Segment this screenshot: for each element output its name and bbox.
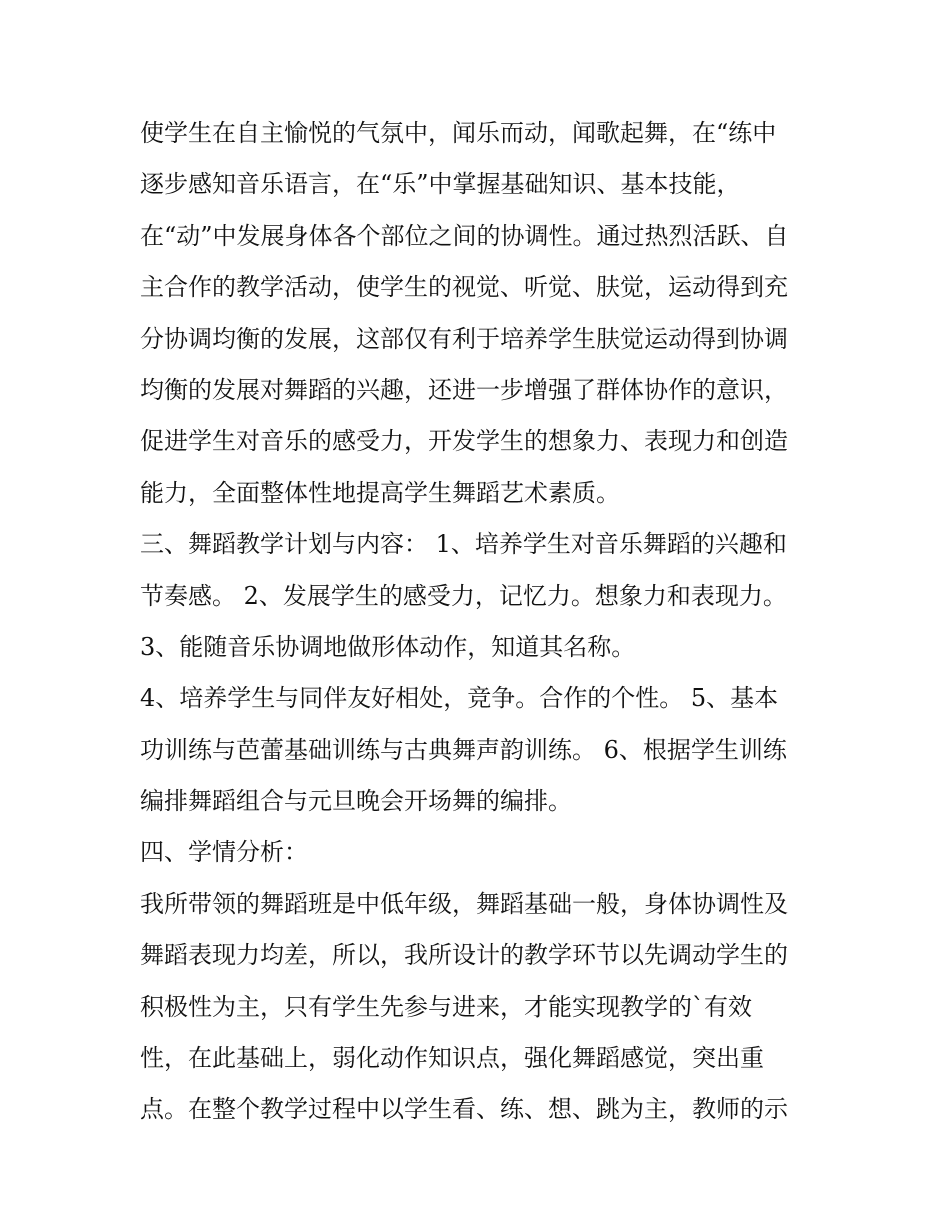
text-line: 主合作的教学活动，使学生的视觉、听觉、肤觉，运动得到充 — [140, 273, 788, 302]
section-heading-4: 四、学情分析： — [140, 838, 308, 867]
text-line: 编排舞蹈组合与元旦晚会开场舞的编排。 — [140, 787, 572, 816]
text-line: 节奏感。 2、发展学生的感受力，记忆力。想象力和表现力。 — [140, 581, 787, 610]
text-line: 3、能随音乐协调地做形体动作，知道其名称。 — [140, 632, 636, 661]
section-heading-3: 三、舞蹈教学计划与内容： 1、培养学生对音乐舞蹈的兴趣和 — [140, 530, 787, 559]
text-line: 功训练与芭蕾基础训练与古典舞声韵训练。 6、根据学生训练 — [140, 735, 787, 764]
body-text — [140, 108, 820, 1136]
text-line: 能力，全面整体性地提高学生舞蹈艺术素质。 — [140, 478, 620, 507]
text-line: 分协调均衡的发展，这部仅有利于培养学生肤觉运动得到协调 — [140, 324, 788, 353]
text-line: 逐步感知音乐语言，在“乐”中掌握基础知识、基本技能， — [140, 170, 741, 199]
text-line: 促进学生对音乐的感受力，开发学生的想象力、表现力和创造 — [140, 427, 788, 456]
text-line: 我所带领的舞蹈班是中低年级，舞蹈基础一般，身体协调性及 — [140, 889, 788, 918]
text-line: 积极性为主，只有学生先参与进来，才能实现教学的`有效 — [140, 992, 752, 1021]
text-line: 性，在此基础上，弱化动作知识点，强化舞蹈感觉，突出重 — [140, 1044, 764, 1073]
text-line: 使学生在自主愉悦的气氛中，闻乐而动，闻歌起舞，在“练中 — [140, 119, 777, 147]
text-line: 点。在整个教学过程中以学生看、练、想、跳为主，教师的示 — [140, 1095, 788, 1124]
text-line: 均衡的发展对舞蹈的兴趣，还进一步增强了群体协作的意识， — [140, 375, 788, 404]
text-line: 在“动”中发展身体各个部位之间的协调性。通过热烈活跃、自 — [140, 221, 789, 250]
text-line: 舞蹈表现力均差，所以，我所设计的教学环节以先调动学生的 — [140, 941, 788, 970]
text-line: 4、培养学生与同伴友好相处，竞争。合作的个性。 5、基本 — [140, 684, 779, 713]
